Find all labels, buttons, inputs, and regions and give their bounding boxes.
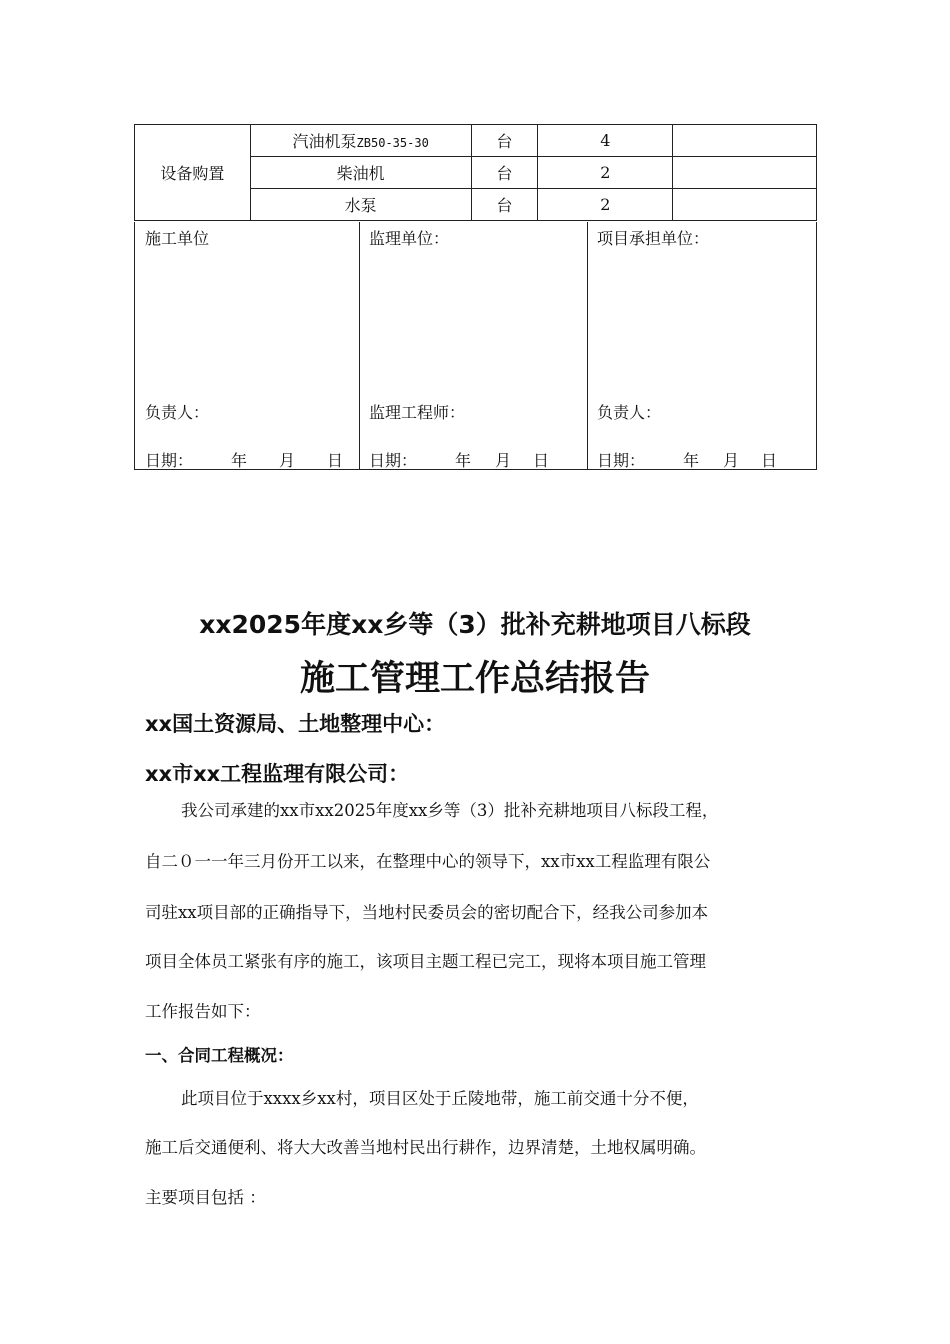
year-label: 年 xyxy=(683,451,700,470)
unit-label: 施工单位 xyxy=(145,229,210,248)
person-label: 负责人： xyxy=(145,403,210,422)
item-name-cell: 汽油机泵ZB50-35-30 xyxy=(250,125,471,157)
person-label: 监理工程师： xyxy=(369,403,466,422)
report-title-line1: xx2025年度xx乡等（3）批补充耕地项目八标段 xyxy=(199,610,751,639)
qty-cell: 2 xyxy=(538,157,673,189)
paragraph-line: 工作报告如下： xyxy=(145,1002,261,1021)
category-cell: 设备购置 xyxy=(135,125,251,221)
month-label: 月 xyxy=(723,451,740,470)
unit-label: 监理单位： xyxy=(369,229,450,248)
equipment-table xyxy=(134,124,817,221)
signature-construction xyxy=(145,222,359,469)
paragraph-line: 项目全体员工紧张有序的施工，该项目主题工程已完工，现将本项目施工管理 xyxy=(145,952,706,971)
paragraph-line: 主要项目包括 ： xyxy=(145,1188,266,1207)
person-label: 负责人： xyxy=(597,403,662,422)
day-label: 日 xyxy=(761,451,778,470)
divider xyxy=(359,222,360,469)
divider xyxy=(587,222,588,469)
item-name-cell: 柴油机 xyxy=(250,157,471,189)
day-label: 日 xyxy=(533,451,550,470)
unit-cell: 台 xyxy=(471,189,538,221)
section-heading: 一、合同工程概况： xyxy=(145,1046,294,1065)
paragraph-line: 我公司承建的xx市xx2025年度xx乡等（3）批补充耕地项目八标段工程， xyxy=(181,801,719,820)
date-label: 日期： xyxy=(597,451,646,470)
addressee: xx国土资源局、土地整理中心： xyxy=(145,712,446,736)
year-label: 年 xyxy=(455,451,472,470)
paragraph-line: 施工后交通便利、将大大改善当地村民出行耕作，边界清楚，土地权属明确。 xyxy=(145,1138,706,1157)
report-title: 施工管理工作总结报告 xyxy=(299,659,650,699)
signature-block xyxy=(134,222,817,470)
item-name-cell: 水泵 xyxy=(250,189,471,221)
unit-cell: 台 xyxy=(471,125,538,157)
unit-label: 项目承担单位： xyxy=(597,229,710,248)
date-label: 日期： xyxy=(145,451,194,470)
note-cell xyxy=(673,125,817,157)
table-row xyxy=(135,125,817,157)
month-label: 月 xyxy=(495,451,512,470)
signature-supervision xyxy=(369,222,587,469)
signature-project-owner xyxy=(597,222,817,469)
addressee: xx市xx工程监理有限公司： xyxy=(145,762,410,786)
qty-cell: 2 xyxy=(538,189,673,221)
note-cell xyxy=(673,157,817,189)
paragraph-line: 此项目位于xxxx乡xx村，项目区处于丘陵地带，施工前交通十分不便， xyxy=(181,1089,699,1108)
qty-cell: 4 xyxy=(538,125,673,157)
paragraph-line: 自二０一一年三月份开工以来，在整理中心的领导下，xx市xx工程监理有限公 xyxy=(145,852,711,871)
month-label: 月 xyxy=(279,451,296,470)
paragraph-line: 司驻xx项目部的正确指导下，当地村民委员会的密切配合下，经我公司参加本 xyxy=(145,903,709,922)
note-cell xyxy=(673,189,817,221)
year-label: 年 xyxy=(231,451,248,470)
day-label: 日 xyxy=(327,451,344,470)
unit-cell: 台 xyxy=(471,157,538,189)
date-label: 日期： xyxy=(369,451,418,470)
